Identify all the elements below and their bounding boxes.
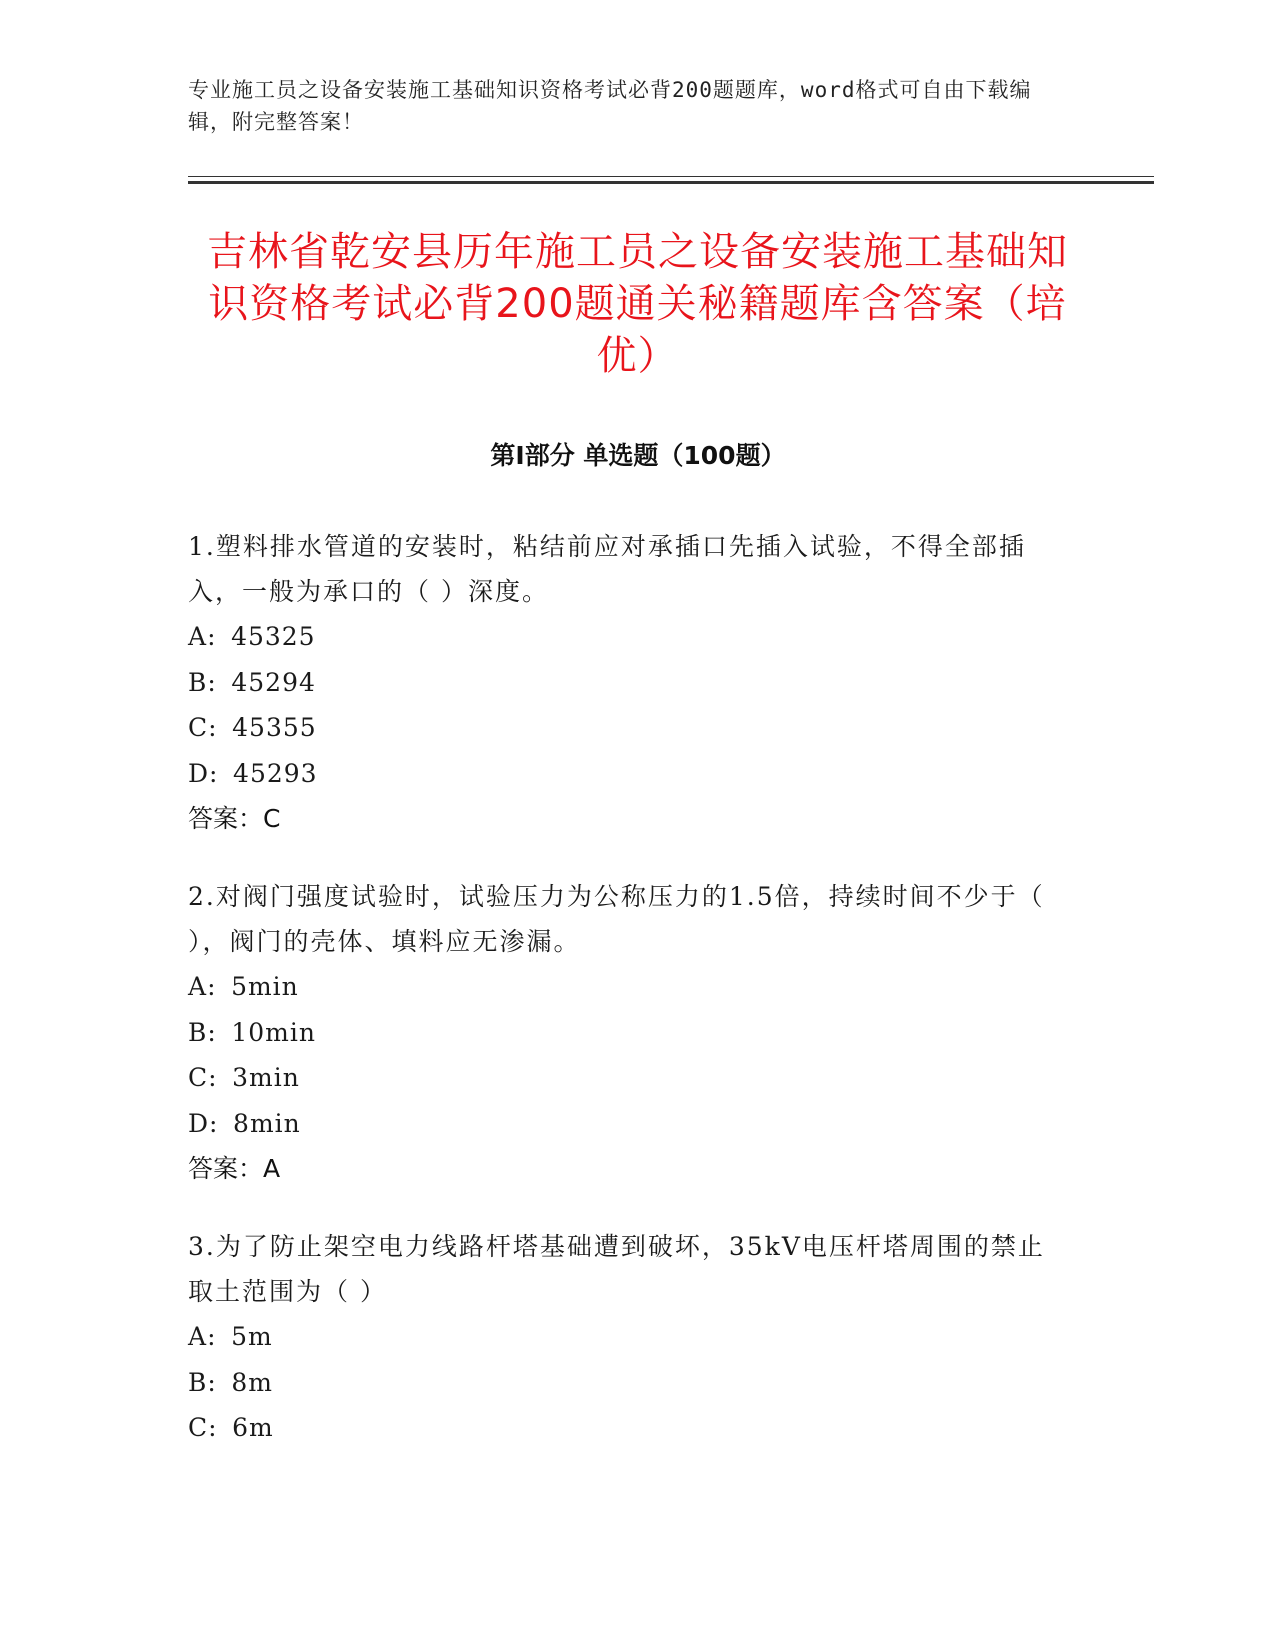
- header-divider-thin: [188, 176, 1154, 177]
- option-text: 3min: [232, 1063, 300, 1092]
- question-2: [188, 874, 1068, 1191]
- header-note: 专业施工员之设备安装施工基础知识资格考试必背200题题库，word格式可自由下载编辑，附完整答案！: [188, 78, 1032, 134]
- option-letter: C: [188, 1063, 209, 1092]
- option-letter: A: [188, 972, 208, 1001]
- option-letter: B: [188, 1367, 208, 1397]
- option-c: [188, 1055, 1068, 1101]
- option-a: [188, 614, 1068, 660]
- option-separator: :: [208, 1063, 218, 1092]
- option-c: [188, 1405, 1068, 1451]
- option-text: 5min: [231, 972, 299, 1001]
- option-d: [188, 751, 1068, 797]
- option-b: [188, 1360, 1068, 1406]
- document-title: 吉林省乾安县历年施工员之设备安装施工基础知识资格考试必背200题通关秘籍题库含答案（培优）: [207, 229, 1068, 379]
- option-letter: D: [188, 1108, 210, 1138]
- question-3: [188, 1224, 1068, 1451]
- option-letter: D: [188, 758, 210, 788]
- option-text: 6m: [232, 1413, 274, 1442]
- option-b: [188, 660, 1068, 706]
- section-title: 第Ⅰ部分 单选题（100题）: [490, 441, 786, 470]
- option-letter: C: [188, 1413, 209, 1442]
- answer-label: 答案：: [188, 804, 264, 833]
- option-text: 5m: [231, 1322, 273, 1351]
- option-letter: B: [188, 667, 208, 697]
- option-letter: A: [188, 622, 208, 651]
- option-text: 45293: [233, 758, 318, 788]
- option-d: [188, 1101, 1068, 1147]
- option-separator: :: [207, 1322, 217, 1351]
- option-separator: :: [209, 758, 219, 788]
- option-a: [188, 964, 1068, 1010]
- option-separator: :: [208, 713, 218, 742]
- question-stem: 2.对阀门强度试验时，试验压力为公称压力的1.5倍，持续时间不少于（ ），阀门的壳体、填料应无渗漏。: [188, 882, 1045, 956]
- option-separator: :: [209, 1108, 219, 1138]
- answer-label: 答案：: [188, 1154, 264, 1183]
- option-separator: :: [207, 1017, 217, 1047]
- question-1: [188, 524, 1068, 841]
- option-separator: :: [208, 1413, 218, 1442]
- option-text: 8m: [231, 1367, 273, 1397]
- option-separator: :: [207, 1367, 217, 1397]
- question-stem: 1.塑料排水管道的安装时，粘结前应对承插口先插入试验，不得全部插入，一般为承口的（ ）深度。: [188, 532, 1026, 606]
- option-c: [188, 705, 1068, 751]
- option-a: [188, 1314, 1068, 1360]
- option-text: 45325: [231, 622, 316, 651]
- option-letter: B: [188, 1017, 208, 1047]
- question-stem: 3.为了防止架空电力线路杆塔基础遭到破坏，35kV电压杆塔周围的禁止取土范围为（ ）: [188, 1232, 1045, 1306]
- option-letter: C: [188, 713, 209, 742]
- answer-line: [188, 1146, 1068, 1191]
- option-text: 8min: [233, 1108, 301, 1138]
- option-text: 45294: [231, 667, 316, 697]
- answer-value: C: [263, 804, 281, 833]
- option-b: [188, 1010, 1068, 1056]
- question-list: [188, 524, 1068, 1484]
- option-letter: A: [188, 1322, 208, 1351]
- header-divider-thick: [188, 181, 1154, 184]
- option-separator: :: [207, 667, 217, 697]
- option-separator: :: [207, 972, 217, 1001]
- option-separator: :: [207, 622, 217, 651]
- option-text: 45355: [232, 713, 317, 742]
- answer-line: [188, 796, 1068, 841]
- answer-value: A: [263, 1154, 281, 1183]
- option-text: 10min: [231, 1017, 316, 1047]
